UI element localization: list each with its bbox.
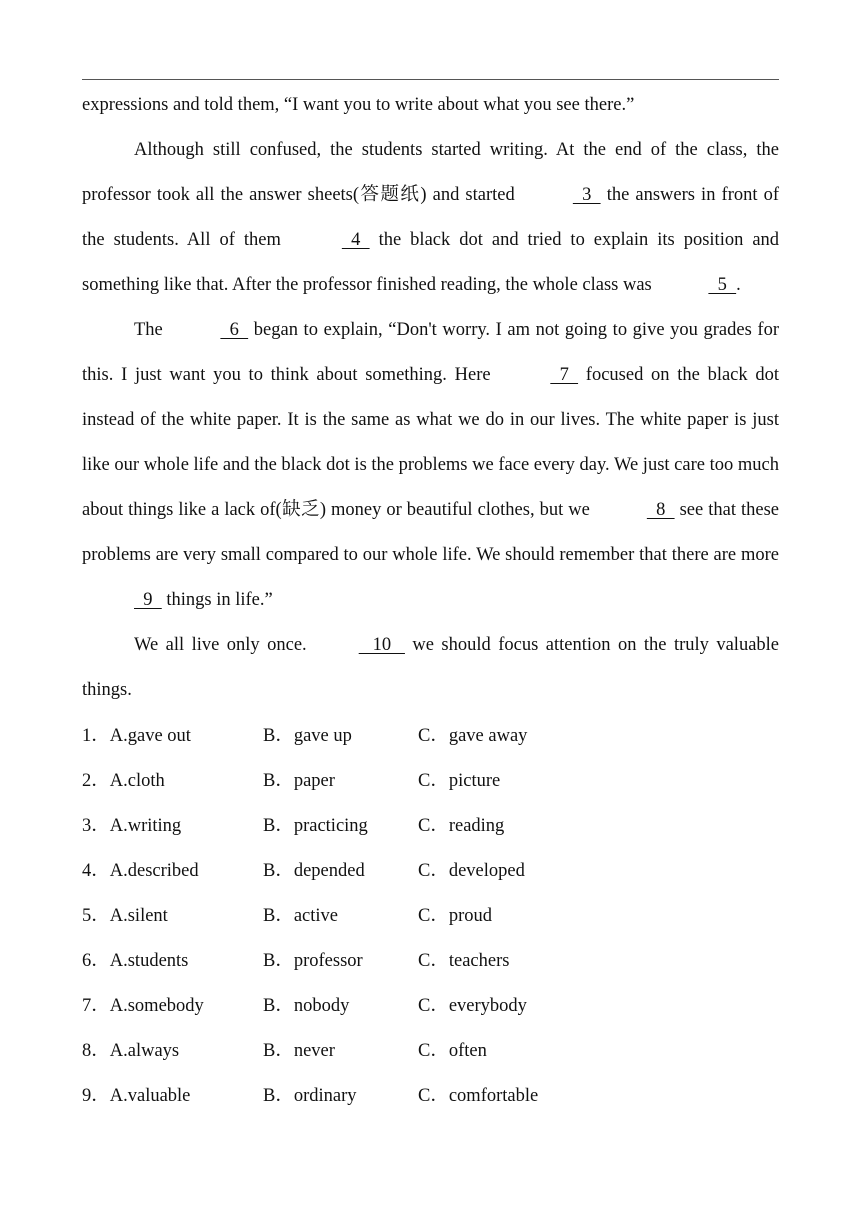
- option-a: 8．A.always: [82, 1041, 180, 1061]
- question-row: [82, 984, 779, 1029]
- question-row: [82, 849, 779, 894]
- option-b: B．nobody: [263, 996, 350, 1016]
- passage-line-continued: expressions and told them, “I want you to write about what you see there.”: [82, 95, 635, 115]
- option-c: C．reading: [418, 816, 505, 836]
- question-row: [82, 894, 779, 939]
- paragraph-1-text-1: Although still confused, the students started writing. At the end of the class, the professor took all the answer sheets(答题纸) and started: [82, 140, 779, 205]
- option-b: B．gave up: [263, 726, 352, 746]
- blank-9: 9: [134, 590, 162, 610]
- option-a: 1．A.gave out: [82, 726, 191, 746]
- question-row: [82, 714, 779, 759]
- question-row: [82, 1029, 779, 1074]
- option-b: B．active: [263, 906, 339, 926]
- option-b: B．paper: [263, 771, 335, 791]
- option-a: 7．A.somebody: [82, 996, 204, 1016]
- option-b: B．depended: [263, 861, 365, 881]
- paragraph-1: [82, 128, 779, 308]
- option-c: C．everybody: [418, 996, 527, 1016]
- option-c: C．gave away: [418, 726, 528, 746]
- paragraph-2-text-3: focused on the black dot instead of the white paper. It is the same as what we do in our lives. The white paper is just like our whole life and the black dot is the problems we face every day. We just care too much about things like a lack of(缺乏) money or beautiful clothes, but we: [82, 365, 779, 520]
- paragraph-2-text-1: The: [134, 320, 163, 340]
- paragraph-1-period: .: [736, 275, 741, 295]
- option-a: 3．A.writing: [82, 816, 182, 836]
- paragraph-2-text-5: things in life.”: [166, 590, 273, 610]
- option-b: B．practicing: [263, 816, 368, 836]
- option-a: 9．A.valuable: [82, 1086, 191, 1106]
- option-b: B．professor: [263, 951, 363, 971]
- blank-10: 10: [358, 635, 405, 655]
- option-a: 6．A.students: [82, 951, 189, 971]
- blank-5: 5: [708, 275, 737, 295]
- paragraph-3: [82, 623, 779, 713]
- option-a: 2．A.cloth: [82, 771, 165, 791]
- paragraph-1-text-3: the black dot and tried to explain its position and something like that. After the professor finished reading, the whole class was: [82, 230, 780, 295]
- option-b: B．ordinary: [263, 1086, 357, 1106]
- question-row: [82, 939, 779, 984]
- blank-6: 6: [220, 320, 249, 340]
- paragraph-2-text-4: see that these problems are very small compared to our whole life. We should remember that there are more: [82, 500, 780, 565]
- header-divider: [82, 79, 779, 80]
- paragraph-2-text-2: began to explain, “Don't worry. I am not going to give you grades for this. I just want you to think about something. Here: [82, 320, 779, 385]
- question-row: [82, 1074, 779, 1119]
- option-c: C．comfortable: [418, 1086, 539, 1106]
- paragraph-3-text-2: we should focus attention on the truly valuable things.: [82, 635, 780, 700]
- question-row: [82, 804, 779, 849]
- option-c: C．teachers: [418, 951, 510, 971]
- blank-3: 3: [572, 185, 601, 205]
- paragraph-1-text-2: the answers in front of the students. All of them: [82, 185, 779, 250]
- option-a: 5．A.silent: [82, 906, 168, 926]
- blank-4: 4: [341, 230, 370, 250]
- reading-passage: [82, 83, 779, 713]
- answer-options: [82, 714, 779, 1119]
- option-c: C．proud: [418, 906, 493, 926]
- option-c: C．developed: [418, 861, 525, 881]
- option-c: C．often: [418, 1041, 487, 1061]
- blank-8: 8: [646, 500, 675, 520]
- paragraph-3-text-1: We all live only once.: [134, 635, 307, 655]
- question-row: [82, 759, 779, 804]
- paragraph-2: [82, 308, 779, 623]
- option-a: 4．A.described: [82, 861, 199, 881]
- option-b: B．never: [263, 1041, 335, 1061]
- option-c: C．picture: [418, 771, 501, 791]
- blank-7: 7: [550, 365, 579, 385]
